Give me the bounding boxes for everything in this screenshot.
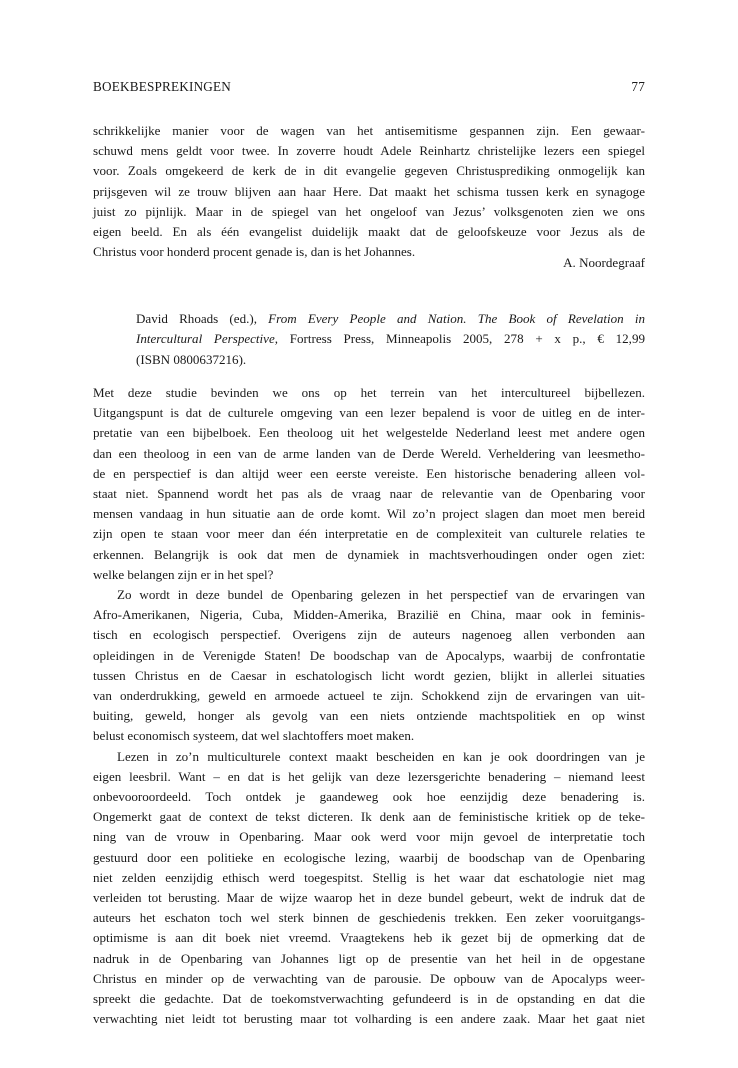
text-line: optimisme is aan dit boek niet vreemd. Vraagtekens heb ik gezet bij de opmerking dat de xyxy=(93,930,645,946)
text-line: Christus voor honderd procent genade is, dan is het Johannes. xyxy=(93,244,416,260)
review2-text xyxy=(93,383,645,1030)
text-line: tisch en ecologisch perspectief. Overigens zijn de auteurs nagenoeg allen verbonden aan xyxy=(93,627,645,643)
text-line: zijn open te staan voor meer dan één interpretatie en de complexiteit van culturele relaties te xyxy=(93,526,645,542)
text-line: tussen Christus en de Caesar in eschatologisch licht wordt gezien, blijkt in allerlei situaties xyxy=(93,667,645,683)
text-line: niet zelden eenzijdig ethisch werd toegespitst. Stellig is het waar dat eschatologie niet mag xyxy=(93,869,645,885)
bibliographic-entry xyxy=(136,309,645,370)
page-header xyxy=(93,79,645,99)
text-line: staat niet. Spannend wordt het pas als de vraag naar de relevantie van de Openbaring voor xyxy=(93,486,645,502)
text-line: ning van de vrouw in Openbaring. Maar ook werd voor mijn gevoel de interpretatie toch xyxy=(93,829,645,845)
text-line: prijsgeven wil ze trouw blijven aan haar Here. Dat maakt het schisma tussen kerk en synagoge xyxy=(93,183,645,199)
text-line: auteurs het eschaton toch wel sterk binnen de geschiedenis trekken. Een zeker vooruitgangs- xyxy=(93,910,645,926)
text-line: voor. Zoals omgekeerd de kerk de in dit evangelie gegeven Christusprediking onmogelijk kan xyxy=(93,163,645,179)
text-line: onbevooroordeeld. Toch ontdek je gaandeweg ook hoe eenzijdig deze benadering is. xyxy=(93,789,645,805)
book-author: David Rhoads (ed.), xyxy=(136,311,269,326)
book-title: From Every People and Nation. The Book of Revelation in xyxy=(268,311,645,326)
text-line: Afro-Amerikanen, Nigeria, Cuba, Midden-Amerika, Brazilië en China, maar ook in feminis- xyxy=(93,607,645,623)
reviewer-signature: A. Noordegraaf xyxy=(563,255,645,270)
text-line: gestuurd door een politieke en ecologische lezing, waarbij de boodschap van de Openbaring xyxy=(93,849,645,865)
text-line: pretatie van een bijbelboek. Een theoloog uit het welgestelde Nederland leest met andere ogen xyxy=(93,425,645,441)
text-line: welke belangen zijn er in het spel? xyxy=(93,566,274,582)
text-line: nadruk in de Openbaring van Johannes ligt op de presentie van het heil in de opgestane xyxy=(93,950,645,966)
text-line: belust economisch systeem, dat wel slachtoffers moet maken. xyxy=(93,728,415,744)
text-line: Uitgangspunt is dat de culturele omgeving van een lezer bepalend is voor de uitleg en de inter- xyxy=(93,405,645,421)
book-publisher: Fortress Press, Minneapolis 2005, 278 + x p., € 12,99 xyxy=(278,331,645,347)
bib-line-2 xyxy=(136,329,645,349)
text-line: juist zo pijnlijk. Maar in de spiegel van het ongeloof van Jezus’ volksgenoten zien we ons xyxy=(93,203,645,219)
text-line: Ongemerkt gaat de context de tekst dicteren. Ik denk aan de feministische kritiek op de teke- xyxy=(93,809,645,825)
review1-text xyxy=(93,121,645,262)
text-line: Met deze studie bevinden we ons op het terrein van het intercultureel bijbellezen. xyxy=(93,385,645,400)
page-number: 77 xyxy=(631,79,645,94)
bib-line-1 xyxy=(136,309,645,329)
text-line: spreekt die gedachte. Dat de toekomstverwachting gefundeerd is in de opstanding en dat die xyxy=(93,991,645,1007)
text-line: schuwd mens geldt voor twee. In zoverre houdt Adele Reinhartz christelijke lezers een spiegel xyxy=(93,143,645,159)
running-title: BOEKBESPREKINGEN xyxy=(93,79,232,94)
text-line: mensen vandaag in hun situatie aan de orde komt. Wil zo’n project slagen dan moet men bereid xyxy=(93,506,645,522)
text-line: de en perspectief is dan altijd weer een eerste vereiste. Een historische benadering alleen vol- xyxy=(93,465,645,481)
text-line: opleidingen in de Verenigde Staten! De boodschap van de Apocalyps, waarbij de confrontatie xyxy=(93,647,645,663)
text-line: dan een theoloog in een van de arme landen van de Derde Wereld. Verheldering van leesmetho- xyxy=(93,445,645,461)
text-line: erkennen. Belangrijk is ook dat men de dynamiek in machtsverhoudingen onder ogen ziet: xyxy=(93,546,645,562)
text-line: Zo wordt in deze bundel de Openbaring gelezen in het perspectief van de ervaringen van xyxy=(117,587,645,603)
text-line: eigen beeld. En als één evangelist duidelijk maakt dat de geloofskeuze voor Jezus als de xyxy=(93,224,645,240)
text-line: eigen leesbril. Want – en dat is het gelijk van deze lezersgerichte benadering – niemand leest xyxy=(93,768,645,784)
book-isbn: (ISBN 0800637216). xyxy=(136,351,247,367)
text-line: buiting, geweld, honger als gevolg van een niets ontziende machtspolitiek en op winst xyxy=(93,708,645,724)
text-line: van onderdrukking, geweld en armoede actueel te zijn. Schokkend zijn de ervaringen van uit- xyxy=(93,688,645,704)
text-line: Lezen in zo’n multiculturele context maakt bescheiden en kan je ook doordringen van je xyxy=(117,748,645,764)
text-line: verleiden tot berusting. Maar de wijze waarop het in deze bundel gebeurt, wekt de indruk dat de xyxy=(93,890,645,906)
text-line: Christus en minder op de verwachting van de parousie. De opbouw van de Apocalyps weer- xyxy=(93,970,645,986)
text-line: schrikkelijke manier voor de wagen van het antisemitisme gespannen zijn. Een gewaar- xyxy=(93,123,645,138)
text-line: verwachting niet leidt tot berusting maar tot volharding is een andere zaak. Maar het gaat niet xyxy=(93,1011,645,1027)
book-subtitle: Intercultural Perspective, xyxy=(136,331,279,347)
